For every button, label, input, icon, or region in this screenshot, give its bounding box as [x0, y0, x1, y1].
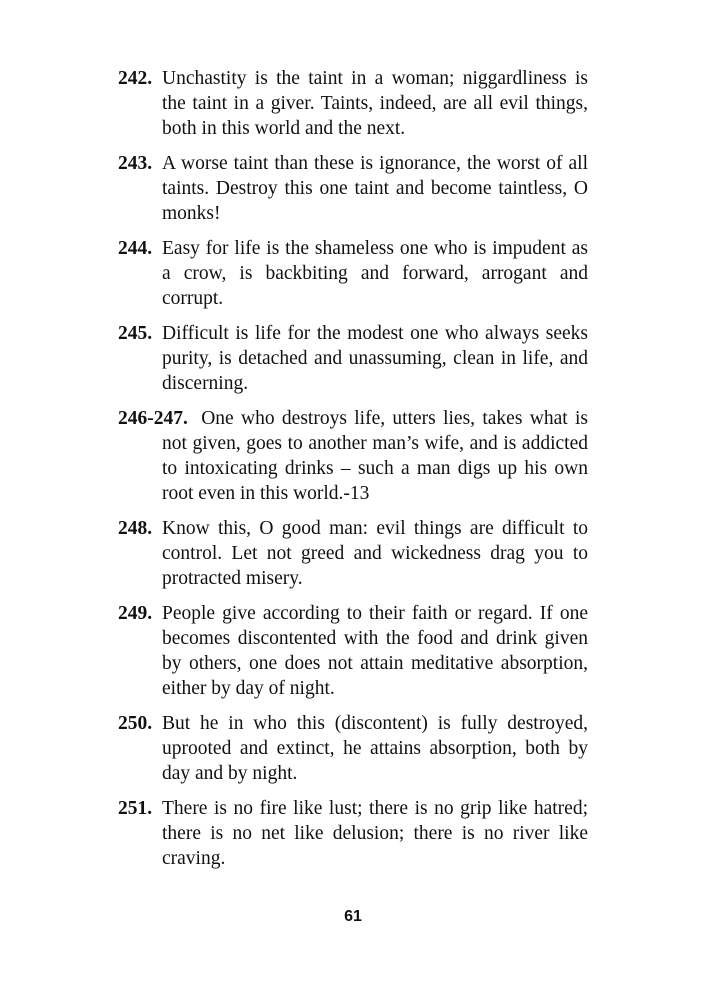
- verse-243: [118, 151, 588, 226]
- verse-249: [118, 601, 588, 701]
- verse-250: [118, 711, 588, 786]
- verse-number: 242.: [118, 68, 153, 89]
- verse-text: People give according to their faith or regard. If one becomes discontented with the food and drink given by others, one does not attain meditative absorption, either by day of night.: [162, 603, 588, 699]
- verse-number: 249.: [118, 603, 153, 624]
- page-content: [118, 66, 588, 881]
- verse-number: 246-247.: [118, 408, 188, 429]
- verse-text: Easy for life is the shameless one who is impudent as a crow, is backbiting and forward, arrogant and corrupt.: [162, 238, 588, 309]
- verse-244: [118, 236, 588, 311]
- verse-text: One who destroys life, utters lies, takes what is not given, goes to another man’s wife, and is addicted to intoxicating drinks – such a man digs up his own root even in this world.-13: [162, 408, 588, 504]
- verse-251: [118, 796, 588, 871]
- verse-text: A worse taint than these is ignorance, the worst of all taints. Destroy this one taint and become taintless, O monks!: [162, 153, 588, 224]
- verse-number: 244.: [118, 238, 153, 259]
- page-number: 61: [344, 908, 362, 925]
- verse-number: 243.: [118, 153, 153, 174]
- verse-text: Difficult is life for the modest one who always seeks purity, is detached and unassuming, clean in life, and discerning.: [162, 323, 588, 394]
- verse-245: [118, 321, 588, 396]
- verse-number: 245.: [118, 323, 153, 344]
- verse-248: [118, 516, 588, 591]
- verse-text: There is no fire like lust; there is no grip like hatred; there is no net like delusion; there is no river like craving.: [162, 798, 588, 869]
- verse-242: [118, 66, 588, 141]
- verse-text: Know this, O good man: evil things are difficult to control. Let not greed and wickedness drag you to protracted misery.: [162, 518, 588, 589]
- verse-text: But he in who this (discontent) is fully destroyed, uprooted and extinct, he attains absorption, both by day and by night.: [162, 713, 588, 784]
- verse-number: 251.: [118, 798, 153, 819]
- verse-246-247: [118, 406, 588, 506]
- verse-text: Unchastity is the taint in a woman; niggardliness is the taint in a giver. Taints, indeed, are all evil things, both in this world and the next.: [162, 68, 588, 139]
- verse-number: 250.: [118, 713, 153, 734]
- verse-number: 248.: [118, 518, 153, 539]
